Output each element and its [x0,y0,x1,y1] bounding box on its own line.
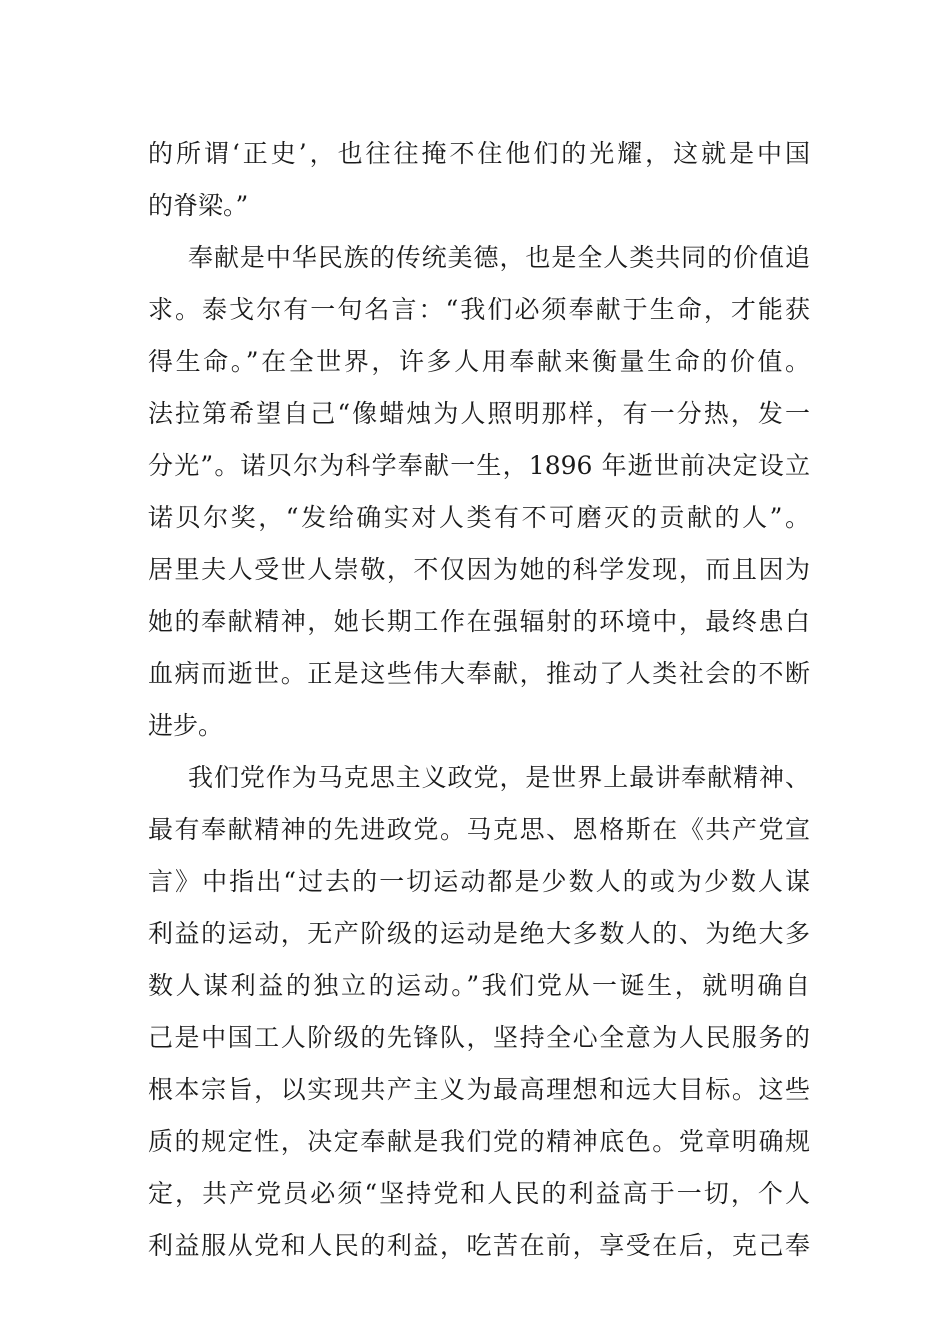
text-line: 我们党作为马克思主义政党，是世界上最讲奉献精神、 [188,763,810,792]
body-text [148,128,810,1272]
text-line: 的脊梁。” [148,191,249,220]
text-line: 分光”。诺贝尔为科学奉献一生，1896 年逝世前决定设立 [148,451,810,480]
text-line: 诺贝尔奖，“发给确实对人类有不可磨灭的贡献的人”。 [148,503,810,532]
text-line: 利益的运动，无产阶级的运动是绝大多数人的、为绝大多 [148,919,810,948]
text-line: 法拉第希望自己“像蜡烛为人照明那样，有一分热，发一 [148,399,810,428]
text-line: 质的规定性，决定奉献是我们党的精神底色。党章明确规 [148,1127,810,1156]
text-line: 进步。 [148,711,224,740]
text-line: 得生命。”在全世界，许多人用奉献来衡量生命的价值。 [148,347,810,376]
text-line: 数人谋利益的独立的运动。”我们党从一诞生，就明确自 [148,971,810,1000]
text-line: 她的奉献精神，她长期工作在强辐射的环境中，最终患白 [148,607,810,636]
text-line: 利益服从党和人民的利益，吃苦在前，享受在后，克己奉 [148,1231,810,1260]
text-line: 最有奉献精神的先进政党。马克思、恩格斯在《共产党宣 [148,815,810,844]
text-line: 求。泰戈尔有一句名言：“我们必须奉献于生命，才能获 [148,295,810,324]
text-line: 根本宗旨，以实现共产主义为最高理想和远大目标。这些 [148,1075,810,1104]
text-line: 奉献是中华民族的传统美德，也是全人类共同的价值追 [188,243,810,272]
text-line: 居里夫人受世人崇敬，不仅因为她的科学发现，而且因为 [148,555,810,584]
text-line: 的所谓‘正史’，也往往掩不住他们的光耀，这就是中国 [148,139,810,168]
text-line: 言》中指出“过去的一切运动都是少数人的或为少数人谋 [148,867,810,896]
text-line: 定，共产党员必须“坚持党和人民的利益高于一切，个人 [148,1179,810,1208]
text-line: 己是中国工人阶级的先锋队，坚持全心全意为人民服务的 [148,1023,810,1052]
text-line: 血病而逝世。正是这些伟大奉献，推动了人类社会的不断 [148,659,810,688]
